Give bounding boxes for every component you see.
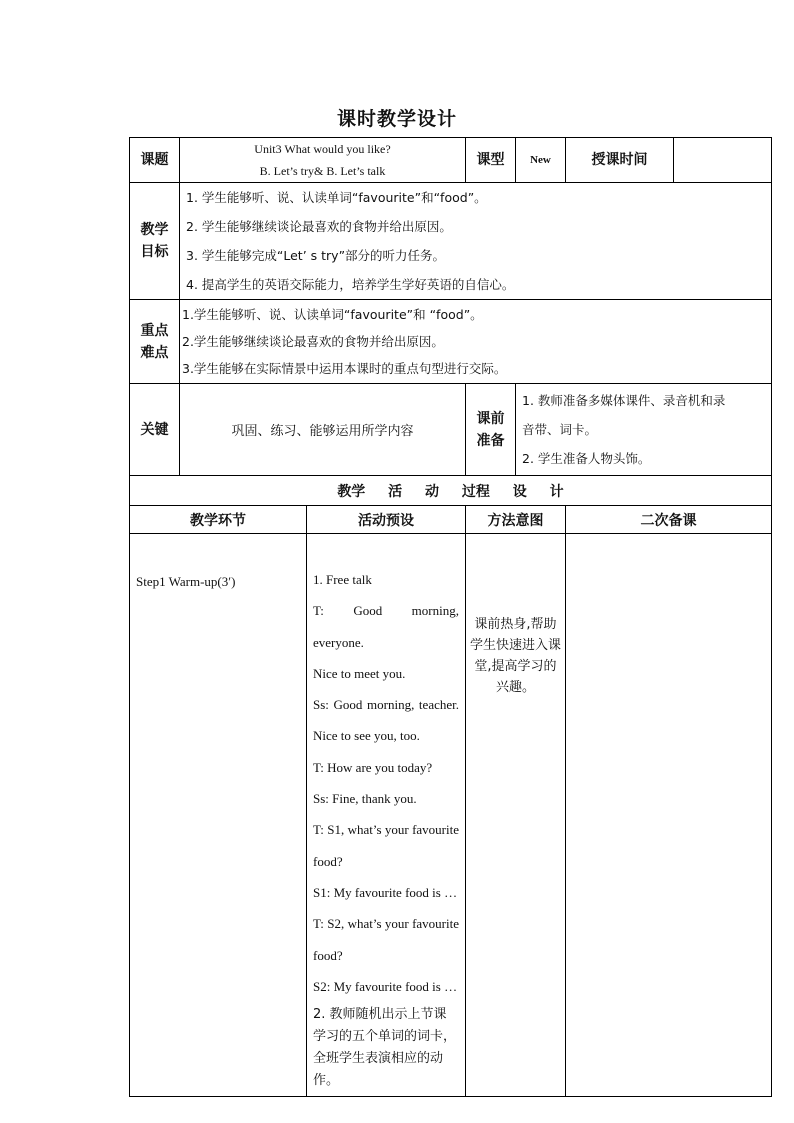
keypoint-item: 2.学生能够继续谈论最喜欢的食物并给出原因。 [182, 334, 444, 349]
key-value: 巩固、练习、能够运用所学内容 [180, 384, 466, 476]
lesson-plan-table [129, 137, 772, 1097]
keypoints-label-line-1: 重点 [140, 322, 169, 339]
objective-item: 3. 学生能够完成“Let’ s try”部分的听力任务。 [186, 248, 446, 263]
column-header-intent: 方法意图 [466, 506, 566, 534]
topic-line-2: B. Let’s try& B. Let’s talk [259, 164, 386, 178]
keypoints-list [180, 300, 772, 384]
dialogue-line: T: How are you today? [313, 759, 433, 775]
topic-value [180, 138, 466, 183]
objective-item: 2. 学生能够继续谈论最喜欢的食物并给出原因。 [186, 219, 452, 234]
objective-item: 1. 学生能够听、说、认读单词“favourite”和“food”。 [186, 190, 487, 205]
time-label: 授课时间 [566, 138, 674, 183]
page-title: 课时教学设计 [336, 108, 457, 130]
prep-label [466, 384, 516, 476]
prep-label-line-2: 准备 [476, 432, 505, 449]
column-header-notes: 二次备课 [566, 506, 772, 534]
dialogue-line: Ss: Fine, thank you. [313, 791, 417, 807]
prep-item: 1. 教师准备多媒体课件、录音机和录 [522, 393, 726, 408]
prep-item: 音带、词卡。 [522, 422, 598, 437]
keypoint-item: 3.学生能够在实际情景中运用本课时的重点句型进行交际。 [182, 361, 507, 376]
topic-label: 课题 [130, 138, 180, 183]
keypoints-label [130, 300, 180, 384]
step-name: Step1 Warm-up(3′) [130, 534, 307, 1097]
dialogue-line: Nice to meet you. [313, 665, 406, 681]
activity-header: 教学 活 动 过程 设 计 [130, 476, 772, 506]
objectives-list [180, 183, 772, 300]
step-task-2: 2. 教师随机出示上节课学习的五个单词的词卡，全班学生表演相应的动作。 [313, 1007, 457, 1089]
step-notes [566, 534, 772, 1097]
dialogue-line: 1. Free talk [313, 572, 372, 587]
dialogue-line: Ss: Good morning, teacher. [313, 697, 459, 713]
dialogue-line: S1: My favourite food is … [313, 884, 458, 900]
dialogue-line: T: S2, what’s your favourite [313, 916, 459, 932]
prep-list [516, 384, 772, 476]
dialogue-line: T: S1, what’s your favourite [313, 822, 459, 838]
dialogue-line: Nice to see you, too. [313, 728, 420, 744]
dialogue-line: S2: My favourite food is … [313, 978, 458, 994]
dialogue-line: food? [313, 947, 343, 963]
type-label: 课型 [466, 138, 516, 183]
keypoint-item: 1.学生能够听、说、认读单词“favourite”和 “food”。 [182, 307, 483, 322]
time-value [674, 138, 772, 183]
topic-line-1: Unit3 What would you like? [254, 142, 391, 156]
step-intent: 课前热身,帮助学生快速进入课堂,提高学习的兴趣。 [466, 534, 566, 1097]
key-label: 关键 [130, 384, 180, 476]
objectives-label-line-1: 教学 [140, 222, 169, 238]
step-activity [307, 534, 466, 1097]
keypoints-label-line-2: 难点 [140, 344, 169, 361]
column-header-activity: 活动预设 [307, 506, 466, 534]
prep-item: 2. 学生准备人物头饰。 [522, 451, 651, 466]
objectives-label-line-2: 目标 [140, 244, 169, 260]
type-value: New [516, 138, 566, 183]
dialogue-line: food? [313, 853, 343, 869]
prep-label-line-1: 课前 [476, 410, 505, 427]
dialogue-line: T: Good morning, everyone. [313, 603, 459, 650]
column-header-step: 教学环节 [130, 506, 307, 534]
objective-item: 4. 提高学生的英语交际能力，培养学生学好英语的自信心。 [186, 277, 515, 292]
objectives-label [130, 183, 180, 300]
